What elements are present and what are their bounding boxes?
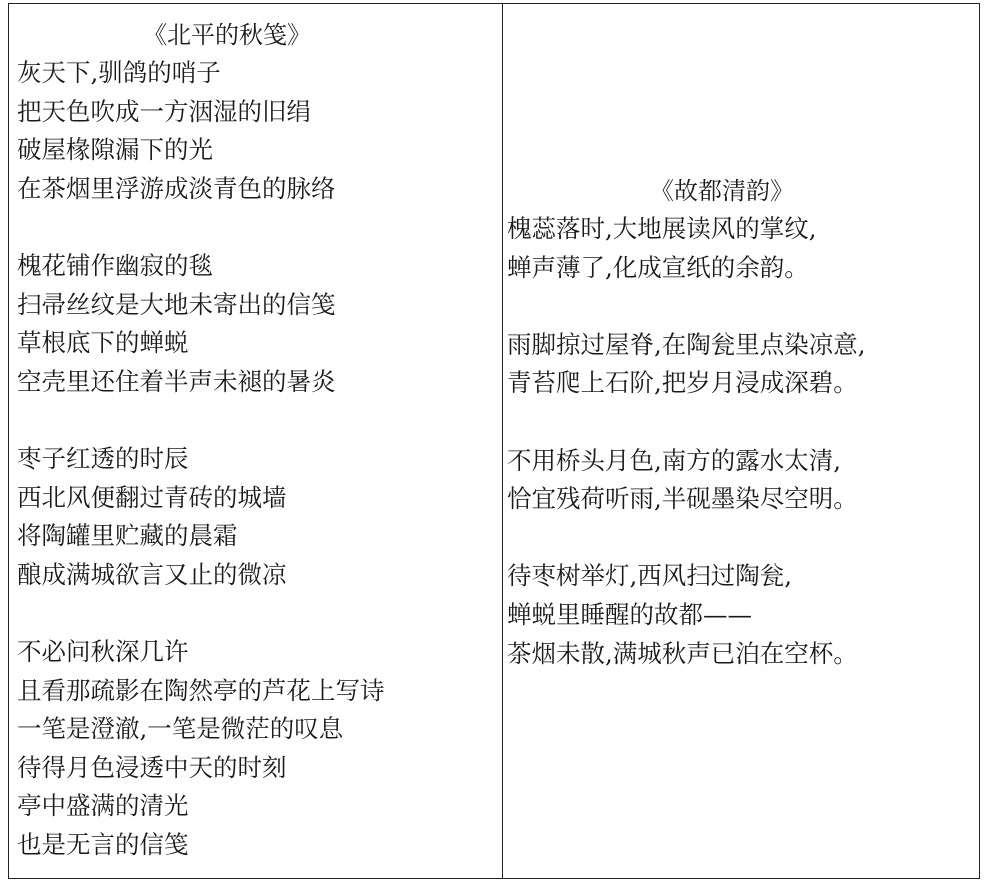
stanza-break [507,519,979,558]
poem-line: 槐蕊落时,大地展读风的掌纹, [507,214,817,243]
poem-line: 破屋椽隙漏下的光 [17,135,213,165]
poem-line: 待得月色浸透中天的时刻 [17,752,287,782]
poem-line: 扫帚丝纹是大地未寄出的信笺 [17,289,336,319]
right-poem-title: 《故都清韵》 [650,177,794,205]
left-poem-cell [9,4,503,878]
right-poem-cell [503,4,979,878]
poem-line: 酿成满城欲言又止的微凉 [17,559,287,589]
poem-line: 也是无言的信笺 [17,829,189,859]
poem-line: 将陶罐里贮藏的晨霜 [17,521,238,551]
stanza-break [17,594,502,633]
poem-line: 空壳里还住着半声未褪的暑炎 [17,366,336,396]
poem-line: 灰天下,驯鸽的哨子 [17,58,221,87]
poem-line: 西北风便翻过青砖的城墙 [17,482,287,512]
poem-line: 草根底下的蝉蜕 [17,328,189,358]
poem-line: 一笔是澄澈,一笔是微茫的叹息 [17,714,344,744]
stanza-break [507,403,979,442]
stanza-break [17,208,502,247]
poem-line: 不必问秋深几许 [17,636,189,666]
poem-line: 亭中盛满的清光 [17,791,189,821]
left-poem-title: 《北平的秋笺》 [143,21,311,49]
poem-line: 且看那疏影在陶然亭的芦花上写诗 [17,675,385,705]
poem-line: 蝉蜕里睡醒的故都—— [507,599,752,629]
poem-comparison-table [8,3,980,879]
stanza-break [17,401,502,440]
poem-line: 恰宜残荷听雨,半砚墨染尽空明。 [507,484,858,514]
poem-line: 把天色吹成一方洇湿的旧绢 [17,96,311,126]
poem-line: 枣子红透的时辰 [17,443,189,473]
poem-line: 槐花铺作幽寂的毯 [17,250,213,280]
poem-line: 青苔爬上石阶,把岁月浸成深碧。 [507,368,858,398]
poem-line: 不用桥头月色,南方的露水太清, [507,445,842,475]
poem-line: 蝉声薄了,化成宣纸的余韵。 [507,252,809,282]
poem-line: 在茶烟里浮游成淡青色的脉络 [17,173,336,203]
poem-line: 待枣树举灯,西风扫过陶瓮, [507,561,793,591]
stanza-break [507,287,979,326]
poem-line: 茶烟未散,满城秋声已泊在空杯。 [507,638,858,668]
poem-line: 雨脚掠过屋脊,在陶瓮里点染凉意, [507,329,866,359]
